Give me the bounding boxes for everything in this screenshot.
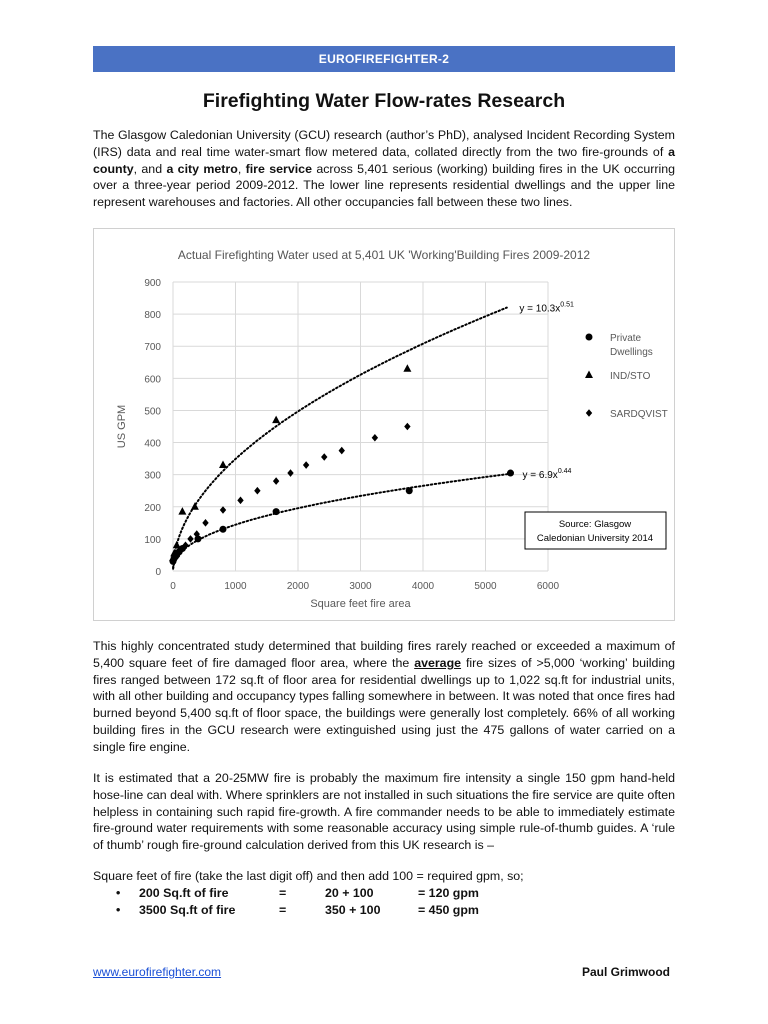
data-point-triangle bbox=[219, 461, 227, 469]
y-tick-label: 100 bbox=[144, 534, 161, 546]
legend-marker bbox=[585, 371, 593, 379]
study-text-2: fire sizes of >5,000 ‘working’ building fires ranged between 172 sq.ft of floor area for residential dwellings up to 1,022 sq.ft for industrial units, with all other building and occupancy types falling somewhere in between. It was noted that once fires had burned beyond 5,400 sq.ft of floor space, the buildings were generally lost completely. 66% of all working building fires in the GCU research were extinguished using just the 475 gallons of water carried on a single fire engine. bbox=[93, 655, 675, 754]
example-result: = 450 gpm bbox=[418, 903, 479, 917]
x-tick-label: 0 bbox=[170, 581, 176, 592]
y-tick-label: 700 bbox=[144, 342, 161, 354]
footer-author: Paul Grimwood bbox=[581, 965, 670, 979]
intro-text-1: The Glasgow Caledonian University (GCU) research (author’s PhD), analysed Incident Recording System (IRS) data and real time water-smart flow metered data, collated directly from the two fire-grounds of bbox=[93, 128, 675, 159]
data-point-diamond bbox=[237, 497, 243, 505]
trendline-2 bbox=[173, 474, 509, 569]
intro-bold-county: a county bbox=[93, 144, 675, 176]
data-point-triangle bbox=[272, 416, 280, 424]
rule-of-thumb: Square feet of fire (take the last digit off) and then add 100 = required gpm, so; bbox=[93, 869, 524, 883]
data-point-diamond bbox=[202, 519, 208, 527]
list-item bbox=[93, 886, 675, 903]
data-point-triangle bbox=[403, 364, 411, 372]
x-tick-label: 5000 bbox=[474, 581, 497, 592]
data-point-diamond bbox=[303, 461, 309, 469]
y-tick-label: 200 bbox=[144, 502, 161, 514]
data-point-diamond bbox=[339, 447, 345, 455]
data-point-diamond bbox=[220, 506, 226, 514]
source-line: Caledonian University 2014 bbox=[536, 533, 654, 544]
data-point-diamond bbox=[404, 423, 410, 431]
data-point-triangle bbox=[191, 502, 199, 510]
example-calc: 350 + 100 bbox=[325, 903, 381, 917]
list-item bbox=[93, 903, 675, 920]
y-tick-label: 500 bbox=[144, 406, 161, 418]
chart-container bbox=[93, 228, 675, 621]
y-axis-label: US GPM bbox=[116, 404, 128, 449]
example-calc: 20 + 100 bbox=[325, 886, 374, 900]
y-tick-label: 900 bbox=[144, 278, 161, 289]
source-line: Source: Glasgow bbox=[558, 519, 632, 530]
y-tick-label: 300 bbox=[144, 470, 161, 482]
data-point-diamond bbox=[372, 434, 378, 442]
y-tick-label: 400 bbox=[144, 438, 161, 450]
data-point-diamond bbox=[254, 487, 260, 495]
page-title: Firefighting Water Flow-rates Research bbox=[202, 90, 566, 112]
x-tick-label: 4000 bbox=[411, 581, 435, 592]
data-point-circle bbox=[406, 487, 413, 494]
legend-label: SARDQVIST bbox=[610, 409, 668, 420]
study-underline-average: average bbox=[414, 655, 462, 670]
data-point-circle bbox=[273, 508, 280, 515]
x-tick-label: 6000 bbox=[536, 581, 560, 592]
legend-label: Dwellings bbox=[610, 347, 653, 358]
x-tick-label: 1000 bbox=[224, 581, 247, 592]
bullet-dot: • bbox=[116, 903, 121, 917]
intro-text-2: , and bbox=[133, 161, 167, 176]
data-point-diamond bbox=[287, 469, 293, 477]
example-list bbox=[93, 886, 675, 920]
chart-title: Actual Firefighting Water used at 5,401 UK 'Working'Building Fires 2009-2012 bbox=[177, 248, 591, 262]
y-tick-label: 0 bbox=[155, 567, 161, 578]
data-point-circle bbox=[507, 470, 514, 477]
example-equals: = bbox=[279, 903, 287, 917]
intro-paragraph bbox=[93, 127, 675, 211]
data-point-diamond bbox=[321, 453, 327, 461]
bullet-dot: • bbox=[116, 886, 121, 900]
trendline-equation: $y = 10.3x^{0.51}$ bbox=[519, 301, 574, 315]
data-point-circle bbox=[220, 526, 227, 533]
estimate-paragraph: It is estimated that a 20-25MW fire is probably the maximum fire intensity a single 150 gpm hand-held hose-line can deal with. Where sprinklers are not installed in such situations the fire service are quite often helpless in containing such rapid fire-growth. A fire commander needs to be able to immediately estimate fire-ground water requirements with some reasonable accuracy using simple rule-of-thumb guides. A ‘rule of thumb’ rough fire-ground calculation derived from this UK research is – bbox=[93, 771, 675, 853]
study-text-1: This highly concentrated study determined that building fires rarely reached or exceeded a maximum of 5,400 square feet of fire damaged floor area, where the bbox=[93, 639, 675, 670]
x-tick-label: 2000 bbox=[286, 581, 310, 592]
intro-text-3: , bbox=[237, 161, 246, 176]
intro-bold-service: fire service bbox=[245, 161, 312, 176]
example-equals: = bbox=[279, 886, 287, 900]
y-tick-label: 600 bbox=[144, 374, 161, 386]
intro-bold-metro: a city metro bbox=[166, 161, 238, 176]
example-result: = 120 gpm bbox=[418, 886, 479, 900]
example-area: 3500 Sq.ft of fire bbox=[139, 903, 236, 917]
x-axis-label: Square feet fire area bbox=[310, 598, 411, 610]
data-point-diamond bbox=[187, 535, 193, 543]
footer-website-link[interactable]: www.eurofirefighter.com bbox=[93, 965, 222, 979]
legend-marker bbox=[586, 409, 592, 417]
data-point-triangle bbox=[178, 507, 186, 515]
flow-rate-chart bbox=[94, 229, 674, 620]
header-banner: EUROFIREFIGHTER-2 bbox=[93, 46, 675, 72]
example-area: 200 Sq.ft of fire bbox=[139, 886, 229, 900]
x-tick-label: 3000 bbox=[349, 581, 372, 592]
legend-marker bbox=[586, 334, 593, 341]
study-paragraph bbox=[93, 638, 675, 756]
y-tick-label: 800 bbox=[144, 310, 161, 322]
legend-label: Private bbox=[610, 333, 642, 344]
data-point-diamond bbox=[273, 477, 279, 485]
trendline-equation: $y = 6.9x^{0.44}$ bbox=[522, 467, 572, 481]
legend-label: IND/STO bbox=[610, 371, 651, 382]
intro-text-4: across 5,401 serious (working) building fires in the UK occurring over a three-year period 2009-2012. The lower line represents residential dwellings and the upper line represent warehouses and factories. All other occupancies fall between these two lines. bbox=[93, 161, 675, 210]
